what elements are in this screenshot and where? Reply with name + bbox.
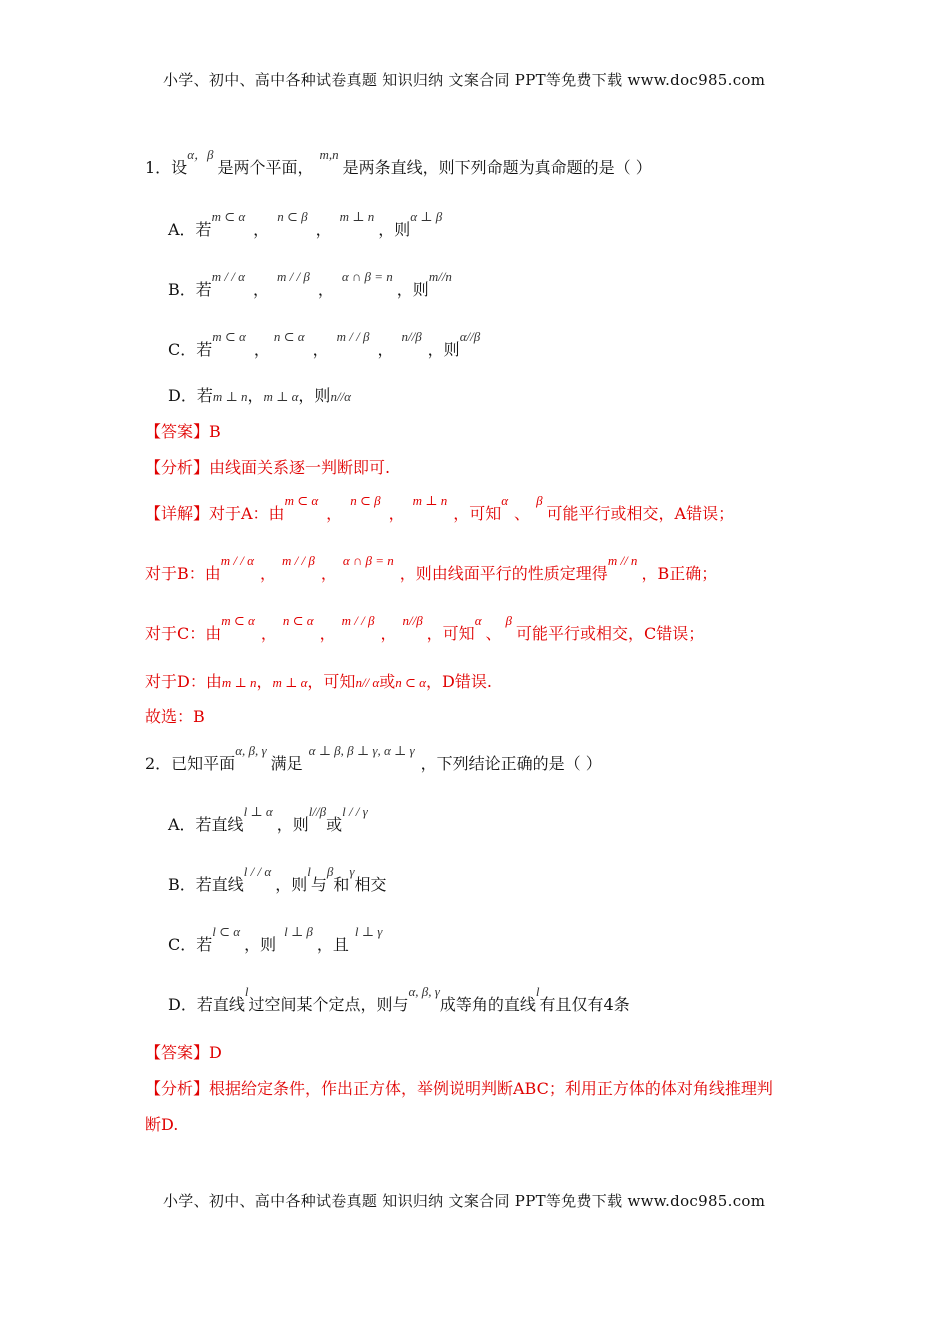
math-expr: l//β xyxy=(308,804,327,819)
math-expr: β xyxy=(505,613,513,628)
sep: ，则 xyxy=(396,280,429,299)
math-expr: m / / α xyxy=(211,269,245,284)
detail-text: ，则由线面平行的性质定理得 xyxy=(399,564,608,583)
math-expr: m//n xyxy=(428,269,452,284)
detail-text: ，可知 xyxy=(426,624,475,643)
sep: ，则 xyxy=(244,935,277,954)
math-expr: m / / β xyxy=(281,553,315,568)
option-label: A．若直线 xyxy=(168,815,244,834)
option-text: 成等角的直线 xyxy=(439,995,536,1014)
math-expr: n ⊂ α xyxy=(273,329,305,344)
sep: ，则 xyxy=(378,220,411,239)
math-expr: n//β xyxy=(402,613,423,628)
sep: ， xyxy=(380,624,397,643)
math-expr: β xyxy=(326,864,334,879)
option-label: C．若 xyxy=(168,340,213,359)
math-expr: n ⊂ β xyxy=(277,209,308,224)
sep: 与 xyxy=(310,875,327,894)
sep: ，则 xyxy=(275,875,308,894)
sep: 或 xyxy=(326,815,343,834)
math-expr: n// α xyxy=(355,675,380,690)
q1-answer: 【答案】B xyxy=(145,422,221,441)
math-expr: α//β xyxy=(459,329,481,344)
page-header: 小学、初中、高中各种试卷真题 知识归纳 文案合同 PPT等免费下载 www.doc985.com xyxy=(163,71,766,89)
q1-text: 是两条直线，则下列命题为真命题的是（ ） xyxy=(342,158,652,177)
math-expr: m ⊂ α xyxy=(211,209,246,224)
math-expr: n//α xyxy=(330,389,351,404)
math-expr: α ∩ β = n xyxy=(342,553,394,568)
sep: ， xyxy=(247,386,264,405)
detail-text: ，B正确； xyxy=(641,564,718,583)
sep: ， xyxy=(259,564,276,583)
q1-number: 1．设 xyxy=(145,158,188,177)
sep: ， xyxy=(253,340,270,359)
math-expr: β xyxy=(536,493,543,508)
option-text: 有且仅有4条 xyxy=(539,995,630,1014)
q1-option-d xyxy=(168,386,351,407)
detail-text: 对于D：由 xyxy=(145,672,222,691)
sep: ， xyxy=(260,624,277,643)
sep: ， xyxy=(312,340,329,359)
math-expr: m ⊥ n xyxy=(221,675,257,690)
q2-answer: 【答案】D xyxy=(145,1043,222,1062)
sep: ，则 xyxy=(427,340,460,359)
sep: 、 xyxy=(514,504,531,523)
sep: ， xyxy=(317,280,334,299)
option-label: D．若直线 xyxy=(168,995,245,1014)
option-label: A．若 xyxy=(168,220,212,239)
math-expr: γ xyxy=(349,864,355,879)
sep: ， xyxy=(319,624,336,643)
sep: ，且 xyxy=(316,935,349,954)
sep: ， xyxy=(388,504,405,523)
detail-text: 对于C：由 xyxy=(145,624,222,643)
q2-analysis-line-2: 断D. xyxy=(145,1115,179,1134)
math-expr: m ⊂ α xyxy=(221,613,255,628)
option-text: 相交 xyxy=(354,875,387,894)
q1-text: 是两个平面， xyxy=(217,158,314,177)
math-expr: m / / α xyxy=(220,553,254,568)
math-expr: α，β xyxy=(187,147,214,162)
math-expr: n//β xyxy=(401,329,422,344)
math-expr: α ⊥ β, β ⊥ γ, α ⊥ γ xyxy=(308,743,415,758)
math-expr: n ⊂ β xyxy=(350,493,381,508)
q1-detail-line-4 xyxy=(145,672,492,693)
option-label: B．若 xyxy=(168,280,212,299)
sep: ， xyxy=(252,280,269,299)
q2-text: ，下列结论正确的是（ ） xyxy=(420,754,602,773)
detail-text: 或 xyxy=(379,672,396,691)
page-footer: 小学、初中、高中各种试卷真题 知识归纳 文案合同 PPT等免费下载 www.doc985.com xyxy=(163,1192,766,1210)
math-expr: m ⊥ α xyxy=(272,675,308,690)
math-expr: l ⊥ γ xyxy=(354,924,383,939)
math-expr: α xyxy=(501,493,509,508)
math-expr: α, β, γ xyxy=(235,743,267,758)
math-expr: m / / β xyxy=(276,269,310,284)
q1-choose: 故选：B xyxy=(145,707,205,726)
math-expr: m // n xyxy=(607,553,638,568)
detail-text: 【详解】对于A：由 xyxy=(145,504,285,523)
sep: ， xyxy=(320,564,337,583)
q2-analysis-line-1: 【分析】根据给定条件，作出正方体，举例说明判断ABC；利用正方体的体对角线推理判 xyxy=(145,1079,773,1098)
math-expr: l / / α xyxy=(243,864,272,879)
option-label: C．若 xyxy=(168,935,213,954)
math-expr: α, β, γ xyxy=(408,984,440,999)
sep: ， xyxy=(256,672,273,691)
math-expr: m / / β xyxy=(336,329,370,344)
math-expr: m ⊥ n xyxy=(212,389,248,404)
math-expr: m ⊥ α xyxy=(263,389,299,404)
option-text: 过空间某个定点，则与 xyxy=(248,995,409,1014)
math-expr: n ⊂ α xyxy=(282,613,314,628)
math-expr: l xyxy=(244,984,249,999)
math-expr: l ⊥ α xyxy=(243,804,273,819)
detail-text: 可能平行或相交，A错误； xyxy=(546,504,735,523)
option-label: D．若 xyxy=(168,386,213,405)
q1-analysis: 【分析】由线面关系逐一判断即可. xyxy=(145,458,391,477)
sep: 和 xyxy=(333,875,350,894)
math-expr: m / / β xyxy=(341,613,375,628)
sep: ， xyxy=(315,220,332,239)
q2-text: 满足 xyxy=(270,754,303,773)
math-expr: l / / γ xyxy=(342,804,368,819)
sep: ， xyxy=(253,220,270,239)
option-label: B．若直线 xyxy=(168,875,244,894)
detail-text: 对于B：由 xyxy=(145,564,221,583)
math-expr: m ⊂ α xyxy=(284,493,319,508)
detail-text: ，可知 xyxy=(307,672,356,691)
math-expr: l ⊂ α xyxy=(212,924,241,939)
sep: ， xyxy=(377,340,394,359)
detail-text: ，D错误. xyxy=(425,672,492,691)
math-expr: m,n xyxy=(319,147,339,162)
math-expr: m ⊥ n xyxy=(339,209,375,224)
math-expr: α ∩ β = n xyxy=(341,269,393,284)
sep: ，则 xyxy=(298,386,331,405)
sep: ， xyxy=(326,504,343,523)
math-expr: l xyxy=(307,864,311,879)
detail-text: ，可知 xyxy=(453,504,502,523)
q2-number: 2．已知平面 xyxy=(145,754,236,773)
math-expr: m ⊂ α xyxy=(212,329,246,344)
detail-text: 可能平行或相交，C错误； xyxy=(516,624,705,643)
math-expr: l ⊥ β xyxy=(284,924,313,939)
math-expr: m ⊥ n xyxy=(412,493,448,508)
math-expr: l xyxy=(535,984,540,999)
sep: ，则 xyxy=(276,815,309,834)
sep: 、 xyxy=(485,624,502,643)
math-expr: α xyxy=(474,613,482,628)
math-expr: α ⊥ β xyxy=(410,209,443,224)
math-expr: n ⊂ α xyxy=(395,675,426,690)
